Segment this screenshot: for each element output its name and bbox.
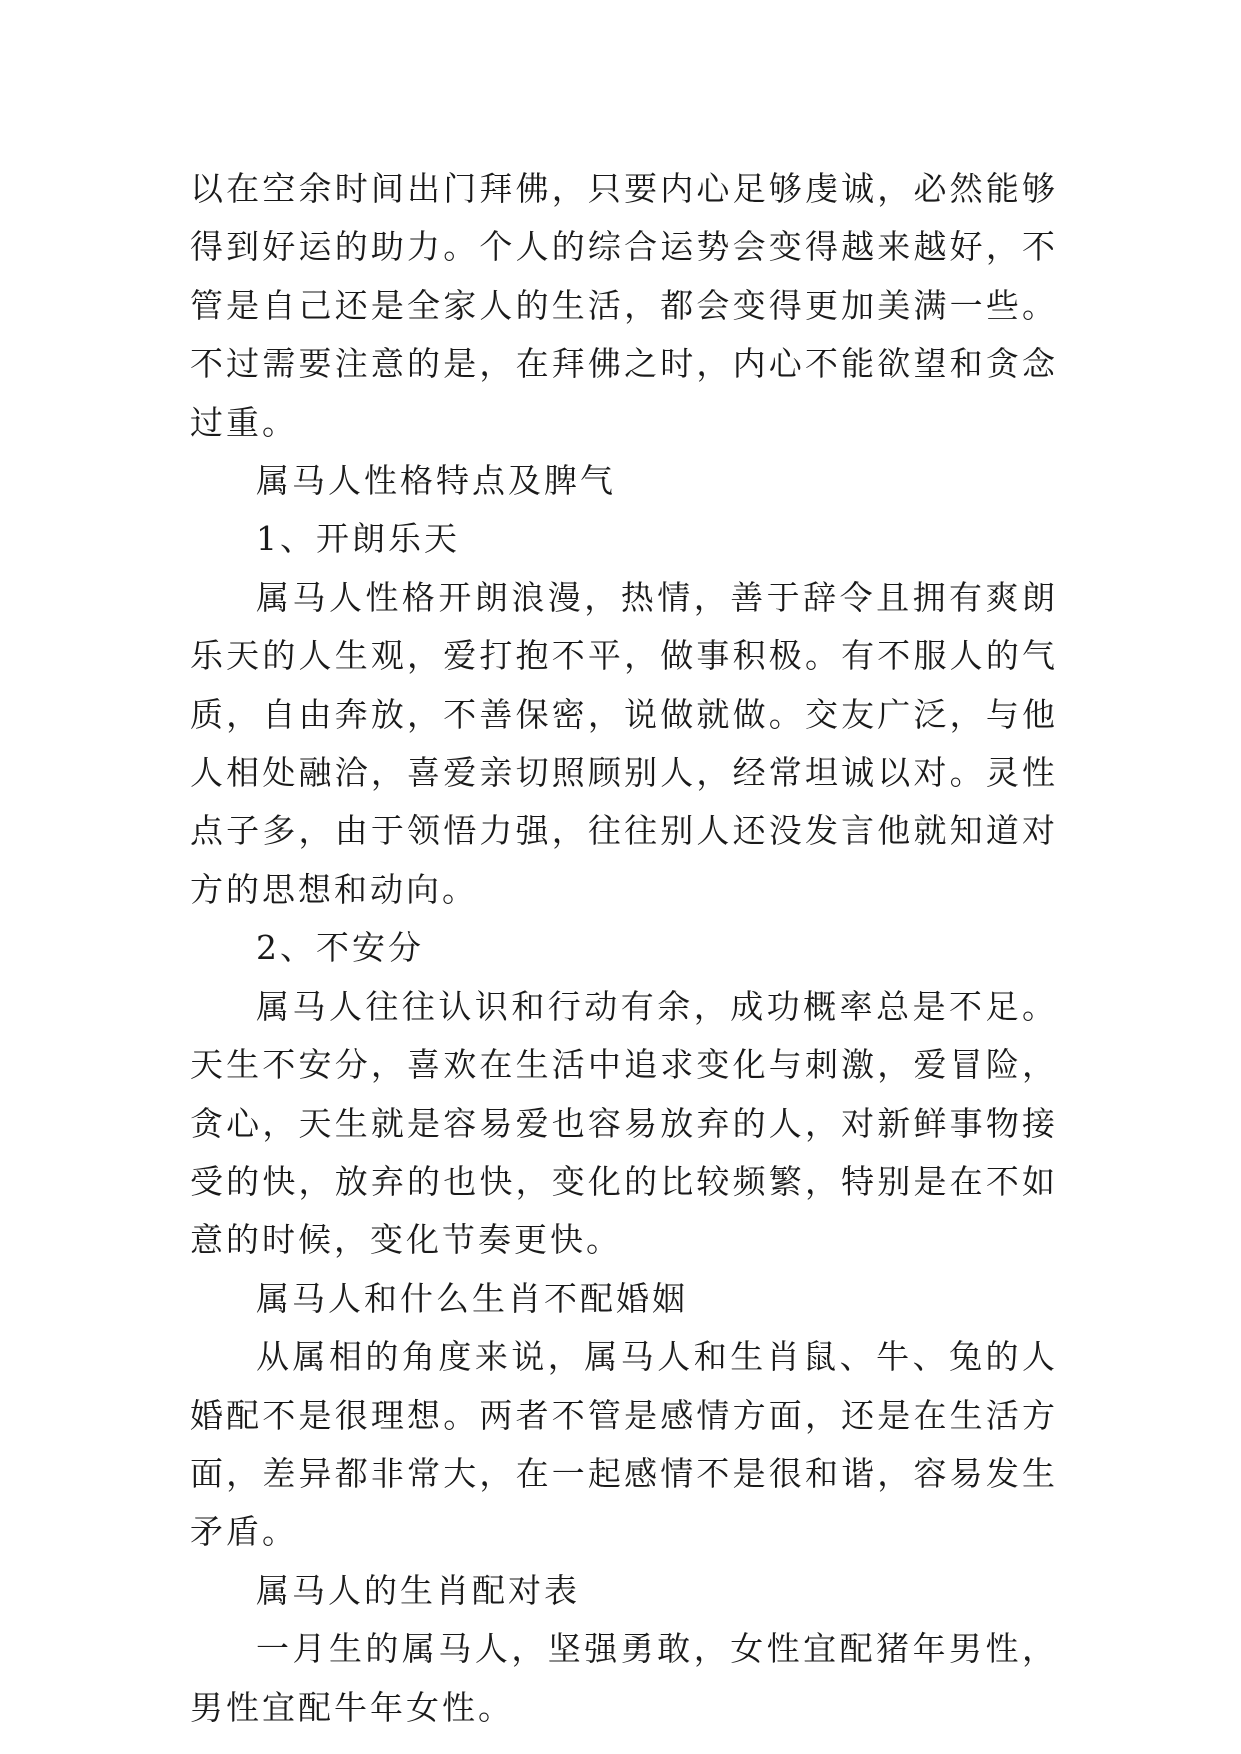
paragraph-cheerful: 属马人性格开朗浪漫，热情，善于辞令且拥有爽朗乐天的人生观，爱打抱不平，做事积极。有不服人的气质，自由奔放，不善保密，说做就做。交友广泛，与他人相处融洽，喜爱亲切照顾别人，经常坦诚以对。灵性点子多，由于领悟力强，往往别人还没发言他就知道对方的思想和动向。 <box>190 577 1058 909</box>
section-heading-match-table: 属马人的生肖配对表 <box>256 1570 580 1610</box>
paragraph-continuation: 以在空余时间出门拜佛，只要内心足够虔诚，必然能够得到好运的助力。个人的综合运势会变得越来越好，不管是自己还是全家人的生活，都会变得更加美满一些。不过需要注意的是，在拜佛之时，内心不能欲望和贪念过重。 <box>190 169 1058 442</box>
paragraph-restless: 属马人往往认识和行动有余，成功概率总是不足。天生不安分，喜欢在生活中追求变化与刺激，爱冒险，贪心，天生就是容易爱也容易放弃的人，对新鲜事物接受的快，放弃的也快，变化的比较频繁，特别是在不如意的时候，变化节奏更快。 <box>190 986 1058 1260</box>
section-heading-personality: 属马人性格特点及脾气 <box>256 461 616 501</box>
paragraph-january: 一月生的属马人，坚强勇敢，女性宜配猪年男性，男性宜配牛年女性。 <box>190 1629 1058 1727</box>
subheading-cheerful: 1、开朗乐天 <box>256 519 460 559</box>
subheading-restless: 2、不安分 <box>256 928 424 968</box>
document-body <box>190 160 1058 1737</box>
section-heading-incompatible: 属马人和什么生肖不配婚姻 <box>256 1278 688 1318</box>
paragraph-incompatible: 从属相的角度来说，属马人和生肖鼠、牛、兔的人婚配不是很理想。两者不管是感情方面，还是在生活方面，差异都非常大，在一起感情不是很和谐，容易发生矛盾。 <box>190 1337 1058 1552</box>
